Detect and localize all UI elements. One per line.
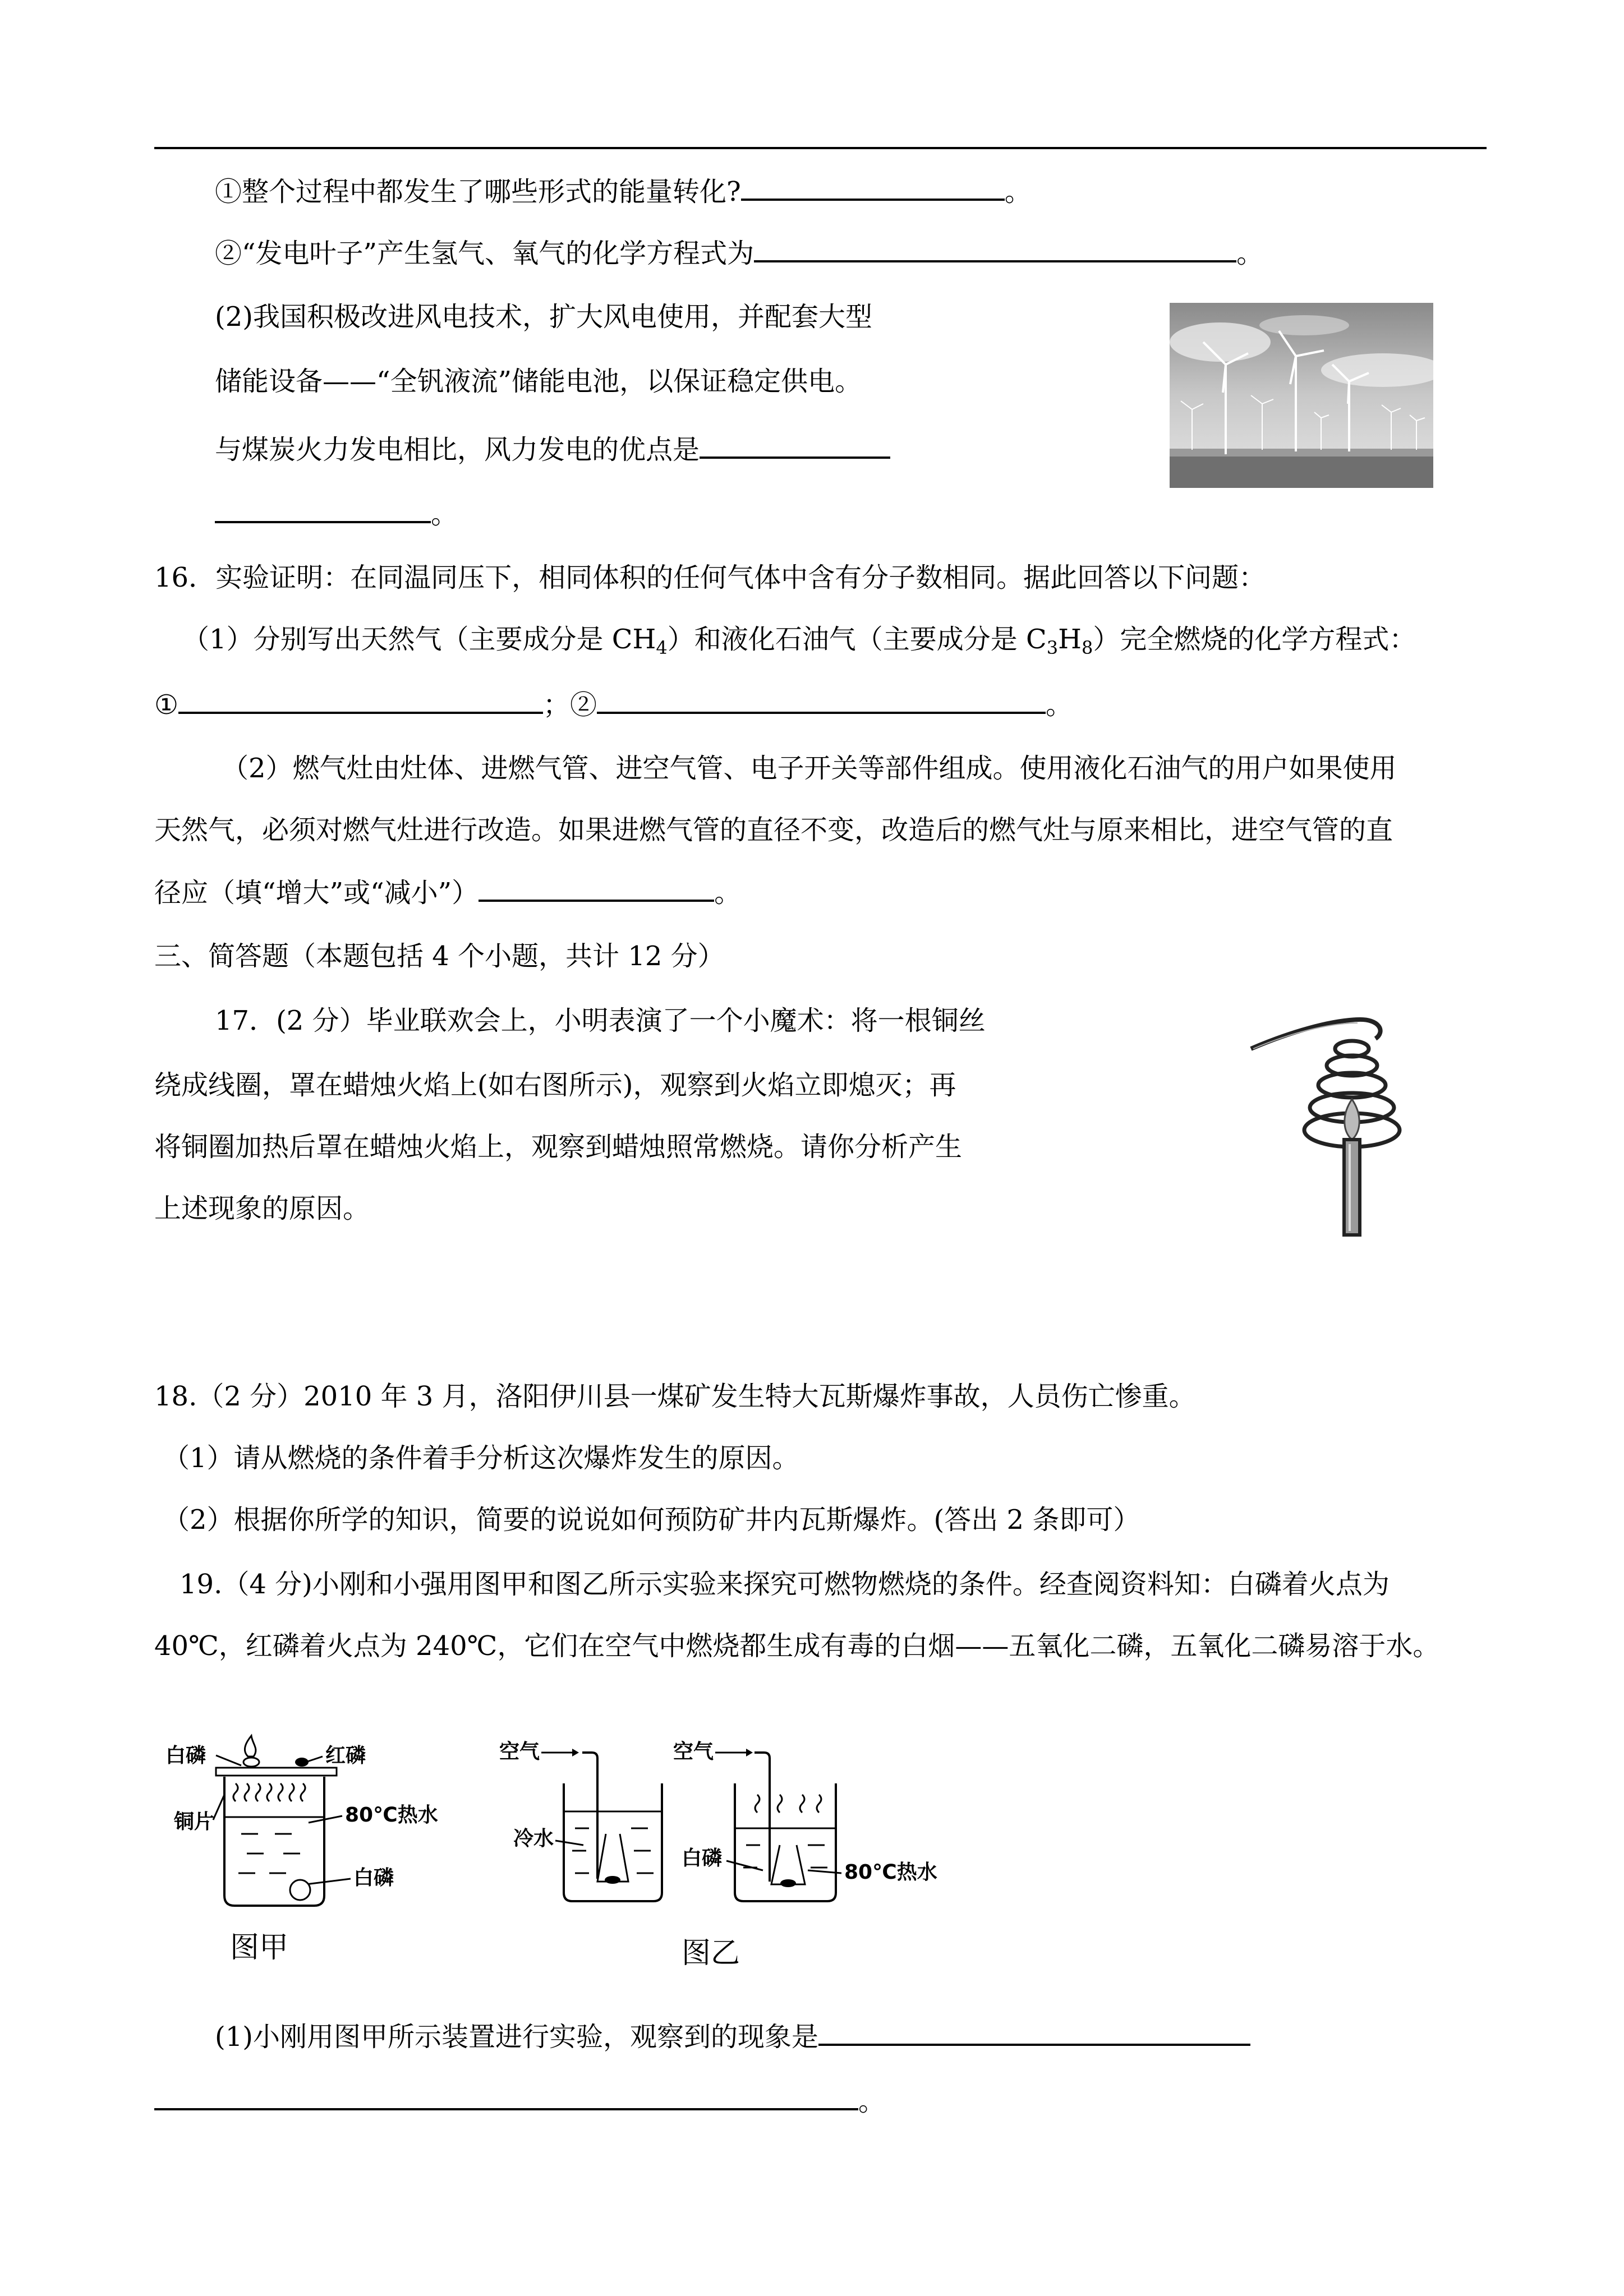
q16-part1-a: （1）分别写出天然气（主要成分是 CH: [182, 624, 656, 655]
q18-line2: （1）请从燃烧的条件着手分析这次爆炸发生的原因。: [163, 1442, 799, 1474]
fig-yi-cold-water-label: 冷水: [513, 1827, 554, 1850]
q15-part2-line4: [215, 496, 458, 531]
q15-line2-end: 。: [1236, 238, 1264, 269]
q16-part1-c: H: [1058, 624, 1082, 655]
fig-yi-hot-water-label: 80℃热水: [844, 1861, 937, 1884]
q15-part2-line1: (2)我国积极改进风电技术，扩大风电使用，并配套大型: [215, 301, 872, 333]
q15-line1-end: 。: [1004, 176, 1032, 208]
q17-line1: 17．(2 分）毕业联欢会上，小明表演了一个小魔术：将一根铜丝: [215, 1005, 986, 1036]
q19-line2: 40℃，红磷着火点为 240℃，它们在空气中燃烧都生成有毒的白烟——五氧化二磷，五氧化二磷易溶于水。: [154, 1630, 1440, 1662]
q16-blank2[interactable]: [597, 687, 1046, 714]
q19-part1-line2: [154, 2083, 885, 2118]
q19-blank1[interactable]: [818, 2019, 1250, 2046]
q15-blank4[interactable]: [215, 496, 431, 523]
q19-part1: [215, 2019, 1250, 2054]
q16-ans2-label: ；②: [543, 689, 597, 721]
q17-line3: 将铜圈加热后罩在蜡烛火焰上，观察到蜡烛照常燃烧。请你分析产生: [154, 1131, 963, 1163]
q15-line2-text: ②“发电叶子”产生氢气、氧气的化学方程式为: [215, 238, 755, 269]
q16-sub-3: 3: [1046, 637, 1059, 658]
fig-yi-air1-label: 空气: [499, 1740, 540, 1763]
q15-line1: [215, 174, 1032, 209]
q16-blank3[interactable]: [479, 875, 714, 902]
q16-part1-d: ）完全燃烧的化学方程式：: [1093, 624, 1416, 655]
q16-sub-4: 4: [656, 637, 668, 658]
q16-part2-line3: [154, 875, 741, 910]
q16-answers-end: 。: [1046, 689, 1073, 721]
q19-part1-text: (1)小刚用图甲所示装置进行实验，观察到的现象是: [215, 2021, 818, 2053]
q15-line2: [215, 236, 1263, 270]
fig-jia-white-phosphorus-label: 白磷: [165, 1744, 206, 1767]
q16-answers: [154, 687, 1073, 722]
q15-part2-line2: 储能设备——“全钒液流”储能电池，以保证稳定供电。: [215, 366, 862, 397]
q19-part1-end: 。: [858, 2086, 886, 2117]
q15-part2-line3-text: 与煤炭火力发电相比，风力发电的优点是: [215, 434, 700, 465]
q18-line3: （2）根据你所学的知识，简要的说说如何预防矿井内瓦斯爆炸。(答出 2 条即可）: [163, 1504, 1140, 1536]
wind-turbine-photo: [1170, 303, 1433, 488]
q15-part2-line4-end: 。: [431, 499, 458, 530]
copper-coil-candle-figure: [1245, 1009, 1425, 1245]
figure-jia: [163, 1733, 466, 1974]
q19-blank2[interactable]: [154, 2083, 858, 2110]
q15-part2-line3: [215, 432, 890, 467]
q16-part2-line1: （2）燃气灶由灶体、进燃气管、进空气管、电子开关等部件组成。使用液化石油气的用户如果使用: [222, 753, 1397, 784]
q15-line1-text: ①整个过程中都发生了哪些形式的能量转化?: [215, 176, 741, 208]
fig-jia-red-phosphorus-label: 红磷: [325, 1744, 366, 1767]
q15-blank2[interactable]: [754, 236, 1236, 262]
fig-jia-caption: 图甲: [230, 1931, 289, 1965]
q17-line2: 绕成线圈，罩在蜡烛火焰上(如右图所示)，观察到火焰立即熄灭；再: [154, 1069, 956, 1101]
fig-yi-caption: 图乙: [682, 1937, 740, 1970]
q18-line1: 18.（2 分）2010 年 3 月，洛阳伊川县一煤矿发生特大瓦斯爆炸事故，人员伤亡惨重。: [154, 1381, 1196, 1412]
fig-jia-copper-label: 铜片: [174, 1810, 215, 1833]
q17-line4: 上述现象的原因。: [154, 1193, 370, 1224]
q15-blank1[interactable]: [741, 174, 1005, 201]
fig-yi-white-phosphorus-label: 白磷: [682, 1847, 723, 1870]
figure-yi: [494, 1733, 965, 1980]
q19-line1: 19.（4 分)小刚和小强用图甲和图乙所示实验来探究可燃物燃烧的条件。经查阅资料知：白磷着火点为: [180, 1569, 1390, 1600]
header-rule: [154, 147, 1487, 149]
q16-part2-end: 。: [714, 877, 742, 909]
q16-part1-b: ）和液化石油气（主要成分是 C: [667, 624, 1047, 655]
fig-jia-hot-water-label: 80℃热水: [345, 1804, 438, 1827]
q16-part2-line3-text: 径应（填“增大”或“减小”）: [154, 877, 479, 909]
q16-blank1[interactable]: [178, 687, 543, 714]
fig-jia-white-phosphorus2-label: 白磷: [353, 1866, 394, 1889]
section3-heading: 三、简答题（本题包括 4 个小题，共计 12 分）: [154, 940, 725, 972]
q16-intro: 16．实验证明：在同温同压下，相同体积的任何气体中含有分子数相同。据此回答以下问题：: [154, 562, 1266, 593]
fig-yi-air2-label: 空气: [673, 1740, 714, 1763]
q15-blank3[interactable]: [700, 432, 890, 459]
q16-sub-8: 8: [1081, 637, 1093, 658]
q16-ans1-label: ①: [154, 689, 179, 721]
q16-part1: [182, 623, 1416, 665]
q16-part2-line2: 天然气，必须对燃气灶进行改造。如果进燃气管的直径不变，改造后的燃气灶与原来相比，进空气管的直: [154, 814, 1393, 846]
